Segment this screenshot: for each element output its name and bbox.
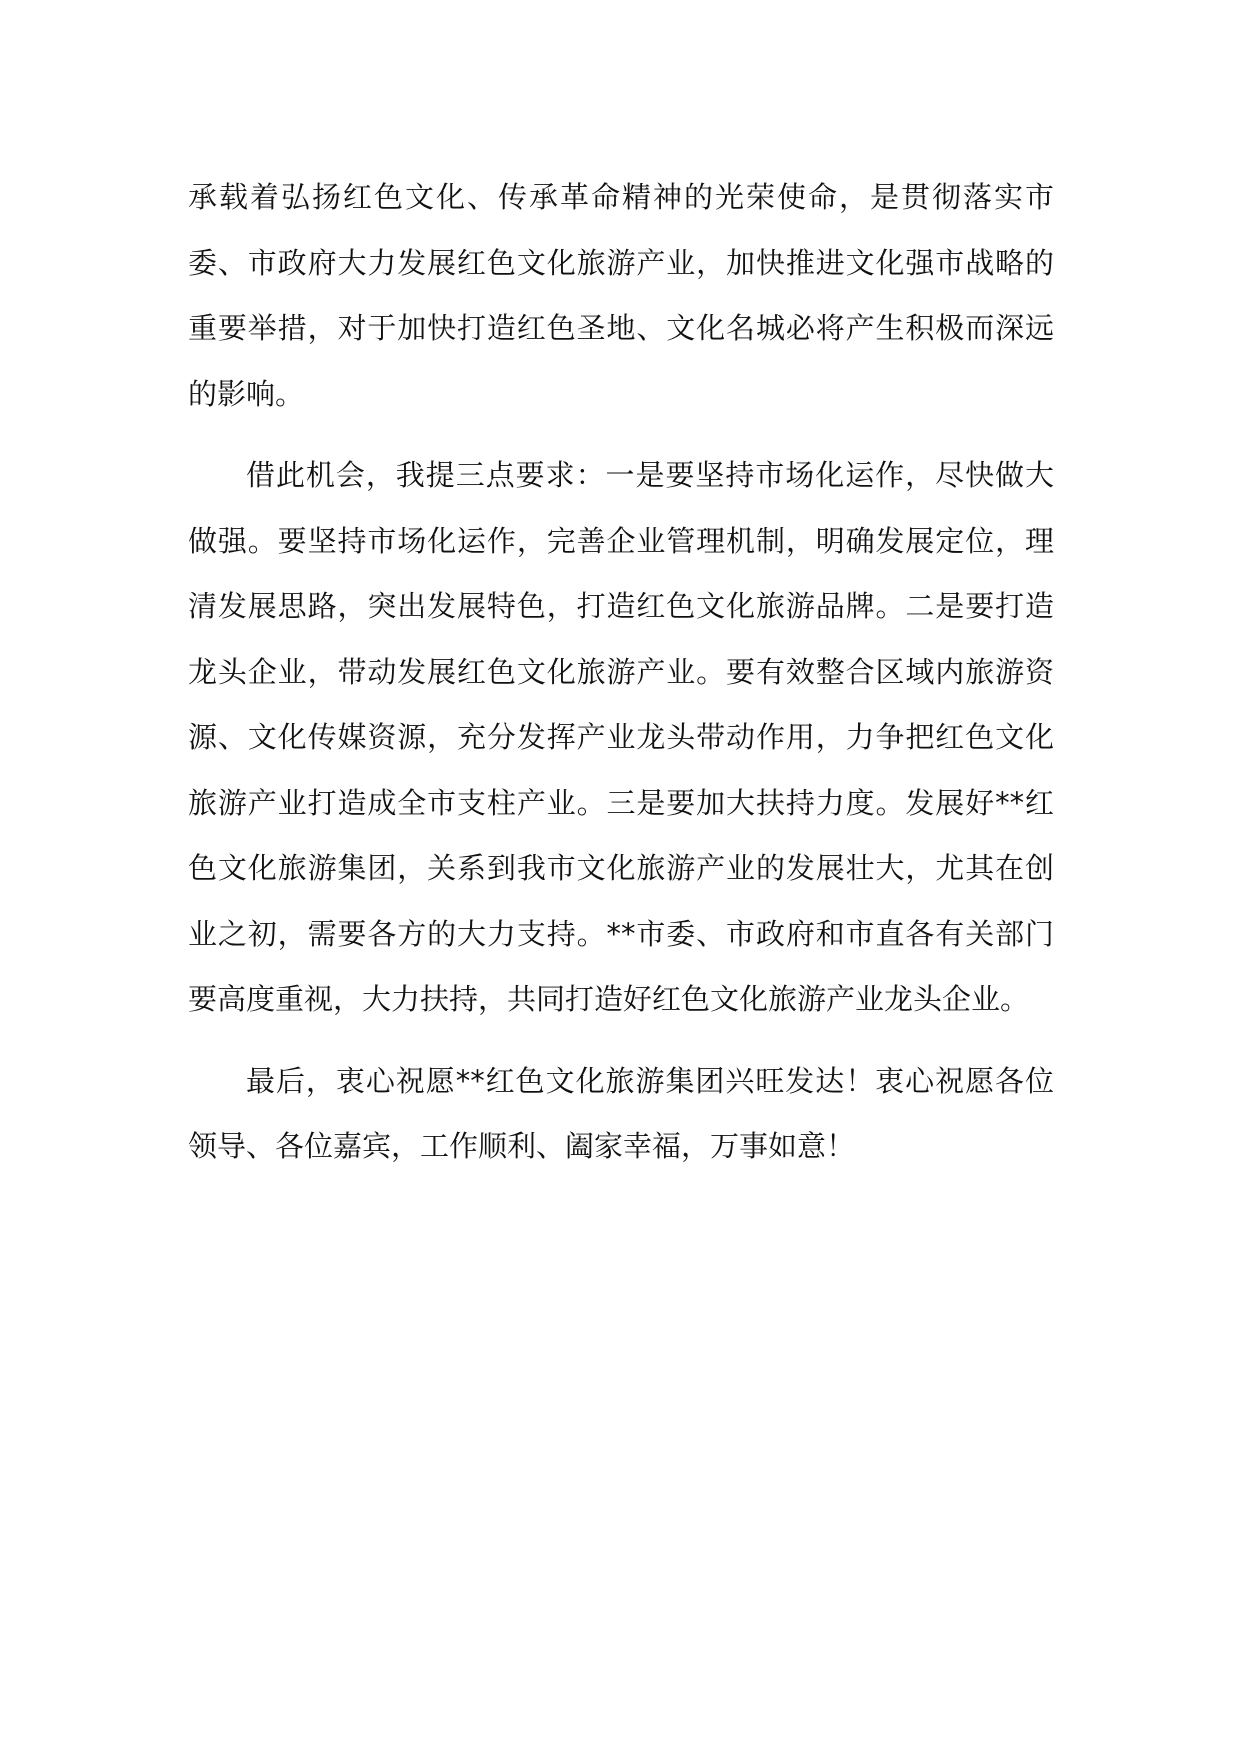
paragraph-continuation: 承载着弘扬红色文化、传承革命精神的光荣使命，是贯彻落实市委、市政府大力发展红色文化旅游产业，加快推进文化强市战略的重要举措，对于加快打造红色圣地、文化名城必将产生积极而深远的影响。 — [188, 180, 1054, 411]
paragraph-requirements: 借此机会，我提三点要求：一是要坚持市场化运作，尽快做大做强。要坚持市场化运作，完善企业管理机制，明确发展定位，理清发展思路，突出发展特色，打造红色文化旅游品牌。二是要打造龙头企业，带动发展红色文化旅游产业。要有效整合区域内旅游资源、文化传媒资源，充分发挥产业龙头带动作用，力争把红色文化旅游产业打造成全市支柱产业。三是要加大扶持力度。发展好**红色文化旅游集团，关系到我市文化旅游产业的发展壮大，尤其在创业之初，需要各方的大力支持。**市委、市政府和市直各有关部门要高度重视，大力扶持，共同打造好红色文化旅游产业龙头企业。 — [188, 458, 1054, 1016]
paragraph-closing-wishes: 最后，衷心祝愿**红色文化旅游集团兴旺发达！衷心祝愿各位领导、各位嘉宾，工作顺利、阖家幸福，万事如意！ — [188, 1063, 1054, 1163]
document-body — [188, 165, 1054, 1180]
